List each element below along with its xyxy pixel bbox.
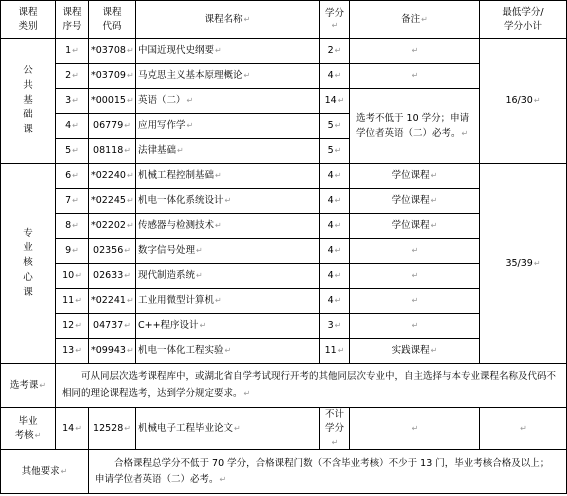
course-credit: 4↵ — [320, 164, 350, 189]
header-name: 课程名称↵ — [136, 1, 320, 39]
course-note: ↵ — [350, 289, 480, 314]
course-credit: 14↵ — [320, 89, 350, 114]
header-seq: 课程 序号 — [56, 1, 89, 39]
course-seq: 5↵ — [56, 139, 89, 164]
course-credit: 4↵ — [320, 189, 350, 214]
min-credit-public: 16/30↵ — [480, 39, 567, 164]
course-code: *02240↵ — [89, 164, 136, 189]
graduation-seq: 14↵ — [56, 408, 89, 450]
course-code: 06779↵ — [89, 114, 136, 139]
course-name: 马克思主义基本原理概论↵ — [136, 64, 320, 89]
course-code: *00015↵ — [89, 89, 136, 114]
elective-text: 可从同层次选考课程库中，或湖北省自学考试现行开考的其他同层次专业中，自主选择与本专业课程名称及代码不相同的理论课程选考，达到学分规定要求。↵ — [56, 364, 567, 408]
course-seq: 1↵ — [56, 39, 89, 64]
course-name: 中国近现代史纲要↵ — [136, 39, 320, 64]
course-seq: 9↵ — [56, 239, 89, 264]
elective-row — [1, 364, 567, 408]
course-note: ↵ — [350, 314, 480, 339]
course-seq: 13↵ — [56, 339, 89, 364]
min-credit-major: 35/39↵ — [480, 164, 567, 364]
course-seq: 8↵ — [56, 214, 89, 239]
course-code: *02245↵ — [89, 189, 136, 214]
course-code: *02202↵ — [89, 214, 136, 239]
course-credit: 5↵ — [320, 139, 350, 164]
header-min-credit: 最低学分/ 学分小计 — [480, 1, 567, 39]
course-credit: 11↵ — [320, 339, 350, 364]
course-name: 机电一体化工程实验↵ — [136, 339, 320, 364]
course-credit: 5↵ — [320, 114, 350, 139]
course-note: 实践课程↵ — [350, 339, 480, 364]
course-name: C++程序设计↵ — [136, 314, 320, 339]
course-note: ↵ — [350, 64, 480, 89]
header-note: 备注↵ — [350, 1, 480, 39]
elective-label: 选考课↵ — [1, 364, 56, 408]
course-name: 英语（二）↵ — [136, 89, 320, 114]
other-text: 合格课程总学分不低于 70 学分，合格课程门数（不含毕业考核）不少于 13 门，毕业考核合格及以上；申请学位者英语（二）必考。↵ — [89, 450, 567, 494]
course-code: *02241↵ — [89, 289, 136, 314]
graduation-label: 毕业 考核↵ — [1, 408, 56, 450]
graduation-row — [1, 408, 567, 450]
header-row — [1, 1, 567, 39]
course-credit: 4↵ — [320, 64, 350, 89]
course-seq: 11↵ — [56, 289, 89, 314]
course-seq: 6↵ — [56, 164, 89, 189]
other-row — [1, 450, 567, 494]
course-credit: 4↵ — [320, 264, 350, 289]
public-note: 选考不低于 10 学分；申请学位者英语（二）必考。↵ — [350, 89, 480, 164]
graduation-code: 12528↵ — [89, 408, 136, 450]
course-name: 机电一体化系统设计↵ — [136, 189, 320, 214]
graduation-credit: 不计 学分↵ — [320, 408, 350, 450]
graduation-min-credit: ↵ — [480, 408, 567, 450]
course-name: 工业用微型计算机↵ — [136, 289, 320, 314]
course-code: 02356↵ — [89, 239, 136, 264]
course-note: ↵ — [350, 39, 480, 64]
course-name: 传感器与检测技术↵ — [136, 214, 320, 239]
table-row — [1, 164, 567, 189]
course-note: 学位课程↵ — [350, 189, 480, 214]
course-credit: 2↵ — [320, 39, 350, 64]
course-code: *03708↵ — [89, 39, 136, 64]
course-code: *09943↵ — [89, 339, 136, 364]
course-name: 法律基础↵ — [136, 139, 320, 164]
course-seq: 2↵ — [56, 64, 89, 89]
course-seq: 3↵ — [56, 89, 89, 114]
category-major: 专 业 核 心 课 — [1, 164, 56, 364]
course-seq: 10↵ — [56, 264, 89, 289]
course-code: *03709↵ — [89, 64, 136, 89]
table-row — [1, 39, 567, 64]
course-name: 现代制造系统↵ — [136, 264, 320, 289]
course-seq: 7↵ — [56, 189, 89, 214]
course-note: 学位课程↵ — [350, 214, 480, 239]
header-code: 课程 代码 — [89, 1, 136, 39]
course-code: 02633↵ — [89, 264, 136, 289]
course-note: ↵ — [350, 239, 480, 264]
course-name: 应用写作学↵ — [136, 114, 320, 139]
course-credit: 4↵ — [320, 239, 350, 264]
course-note: ↵ — [350, 264, 480, 289]
course-credit: 4↵ — [320, 289, 350, 314]
course-seq: 4↵ — [56, 114, 89, 139]
course-code: 04737↵ — [89, 314, 136, 339]
course-note: 学位课程↵ — [350, 164, 480, 189]
course-code: 08118↵ — [89, 139, 136, 164]
category-public: 公 共 基 础 课 — [1, 39, 56, 164]
graduation-note: ↵ — [350, 408, 480, 450]
other-label: 其他要求↵ — [1, 450, 89, 494]
graduation-name: 机械电子工程毕业论文↵ — [136, 408, 320, 450]
course-credit: 4↵ — [320, 214, 350, 239]
course-seq: 12↵ — [56, 314, 89, 339]
header-category: 课程 类别 — [1, 1, 56, 39]
course-name: 数字信号处理↵ — [136, 239, 320, 264]
header-credit: 学分↵ — [320, 1, 350, 39]
course-credit: 3↵ — [320, 314, 350, 339]
course-name: 机械工程控制基础↵ — [136, 164, 320, 189]
